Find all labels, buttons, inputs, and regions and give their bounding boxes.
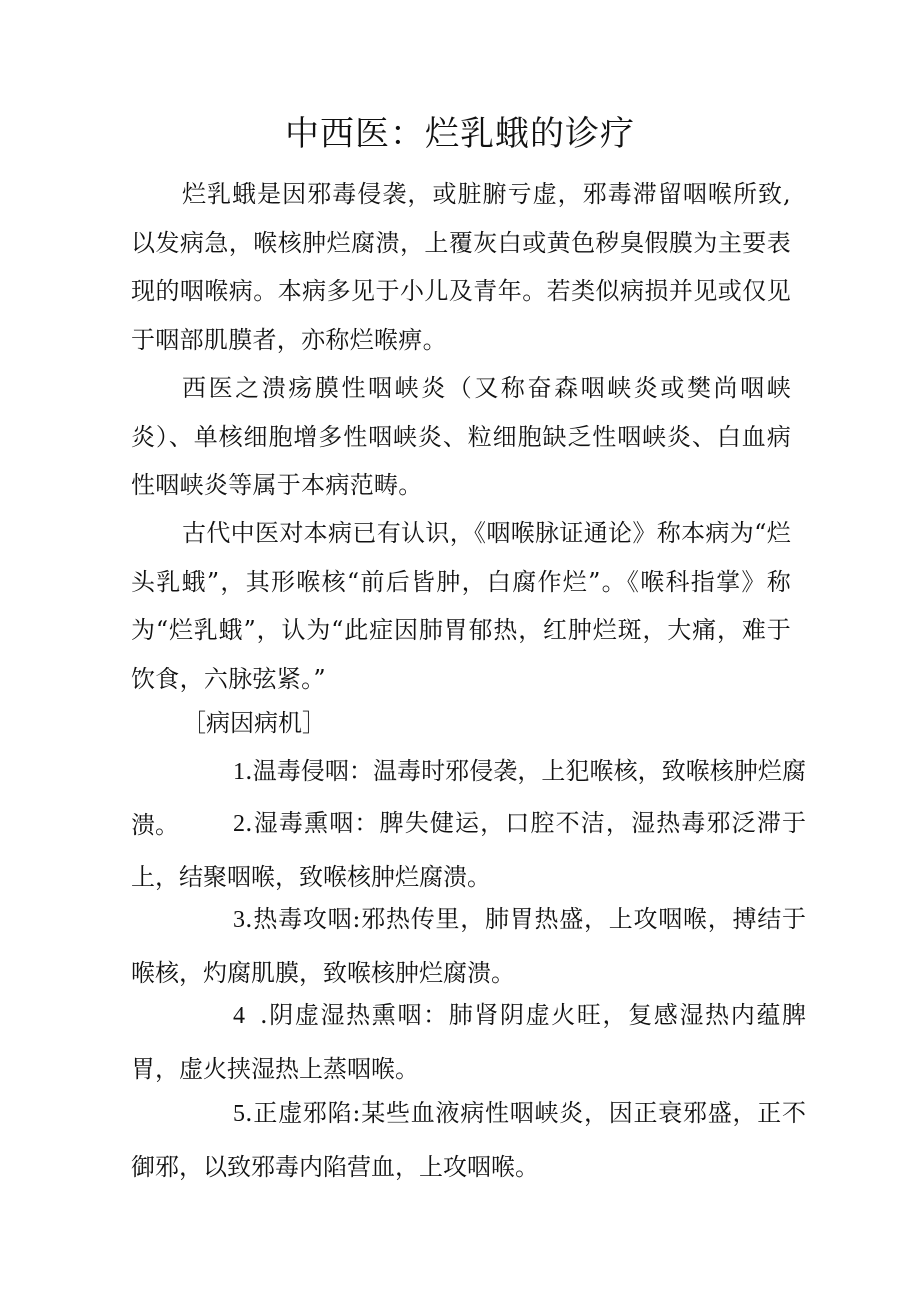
list-item-number: 3 bbox=[233, 907, 245, 933]
paragraph-western-medicine: 西医之溃疡膜性咽峡炎（又称奋森咽峡炎或樊尚咽峡炎）、单核细胞增多性咽峡炎、粒细胞缺乏性咽峡炎、白血病性咽峡炎等属于本病范畴。 bbox=[131, 374, 791, 499]
list-item-text: .阴虚湿热熏咽：肺肾阴虚火旺，复感湿热内蕴脾胃，虚火挟湿热上蒸咽喉。 bbox=[131, 1001, 806, 1083]
list-item-number: 4 bbox=[233, 1003, 245, 1029]
section-heading: ［病因病机］ bbox=[182, 709, 326, 737]
list-item-text: .正虚邪陷:某些血液病性咽峡炎，因正衰邪盛，正不御邪，以致邪毒内陷营血，上攻咽喉。 bbox=[131, 1099, 806, 1181]
list-item-text: .热毒攻咽:邪热传里，肺胃热盛，上攻咽喉，搏结于喉核，灼腐肌膜，致喉核肿烂腐溃。 bbox=[131, 905, 806, 987]
list-item-5 bbox=[131, 1087, 806, 1194]
list-item-number: 1 bbox=[233, 759, 245, 785]
list-item-4 bbox=[131, 989, 806, 1096]
list-item-2 bbox=[131, 797, 806, 904]
list-item-text: .湿毒熏咽：脾失健运，口腔不洁，湿热毒邪泛滞于上，结聚咽喉，致喉核肿烂腐溃。 bbox=[131, 809, 806, 891]
paragraph-history: 古代中医对本病已有认识，《咽喉脉证通论》称本病为“烂头乳蛾”，其形喉核“前后皆肿，白腐作烂”。《喉科指掌》称为“烂乳蛾”，认为“此症因肺胃郁热，红肿烂斑，大痛，难于饮食，六脉弦紧。” bbox=[131, 519, 791, 693]
list-item-text: .温毒侵咽：温毒时邪侵袭，上犯喉核，致喉核肿烂腐溃。 bbox=[131, 757, 806, 839]
page-title: 中西医：烂乳蛾的诊疗 bbox=[285, 114, 635, 154]
list-item-number: 2 bbox=[233, 811, 245, 837]
paragraph-definition: 烂乳蛾是因邪毒侵袭，或脏腑亏虚，邪毒滞留咽喉所致,以发病急，喉核肿烂腐溃，上覆灰白或黄色秽臭假膜为主要表现的咽喉病。本病多见于小儿及青年。若类似病损并见或仅见于咽部肌膜者，亦称烂喉痹。 bbox=[131, 180, 791, 354]
list-item-3 bbox=[131, 893, 806, 1000]
list-item-number: 5 bbox=[233, 1101, 245, 1127]
